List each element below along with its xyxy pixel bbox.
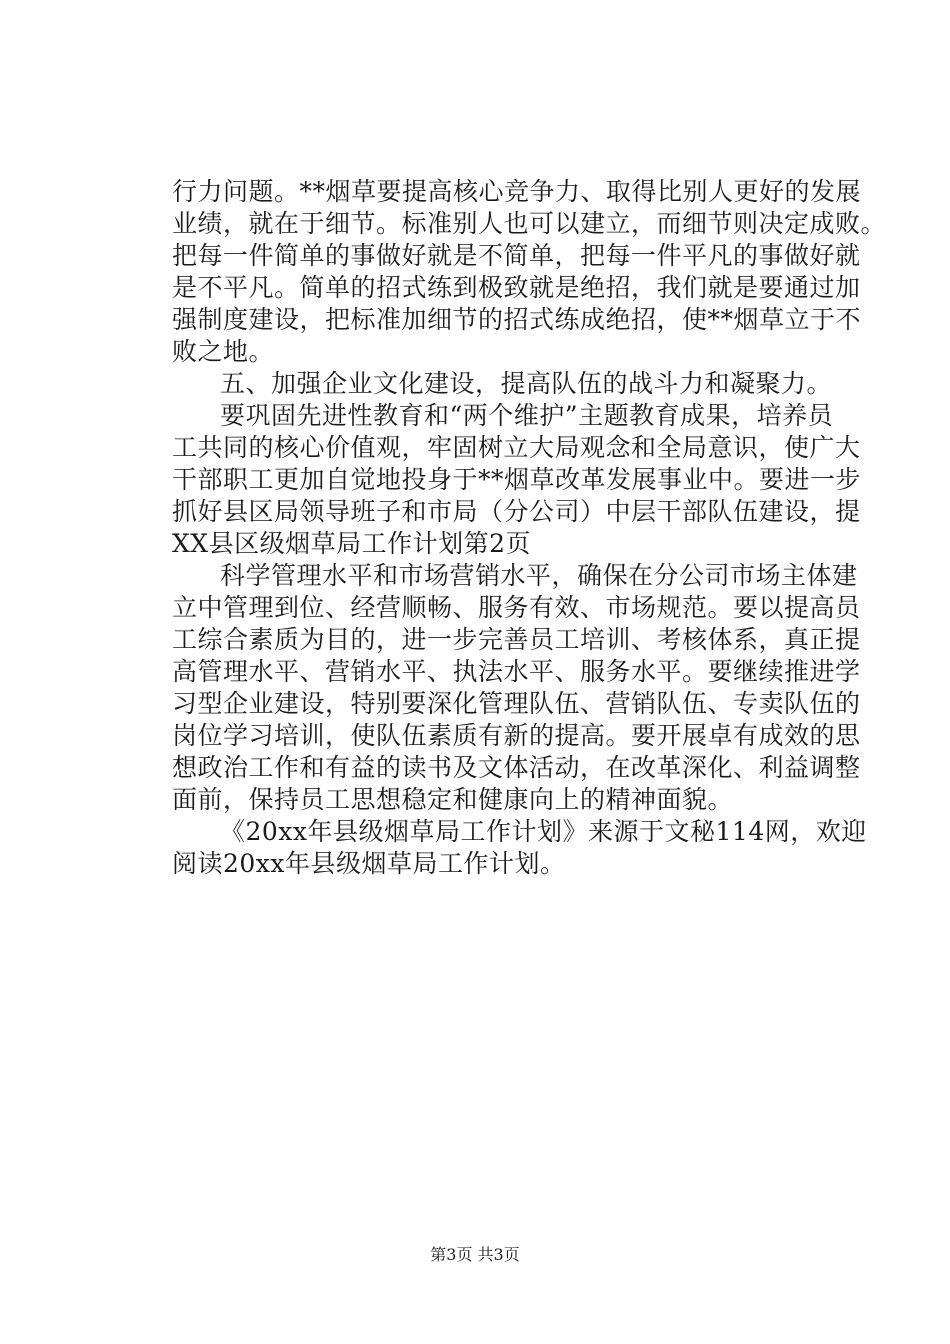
body-line: 阅读20xx年县级烟草局工作计划。 [172,849,566,878]
page-footer: 第3页 共3页 [430,1245,520,1264]
body-line: 是不平凡。简单的招式练到极致就是绝招，我们就是要通过加 [172,273,861,302]
body-line: 习型企业建设，特别要深化管理队伍、营销队伍、专卖队伍的 [172,689,861,718]
body-line: 面前，保持员工思想稳定和健康向上的精神面貌。 [172,785,734,814]
body-line: 败之地。 [172,337,275,366]
body-line: 想政治工作和有益的读书及文体活动，在改革深化、利益调整 [172,753,861,782]
body-line: 抓好县区局领导班子和市局（分公司）中层干部队伍建设，提 [172,497,861,526]
body-line: 科学管理水平和市场营销水平，确保在分公司市场主体建 [220,561,858,590]
body-line: 岗位学习培训，使队伍素质有新的提高。要开展卓有成效的思 [172,721,861,750]
body-line: 工综合素质为目的，进一步完善员工培训、考核体系，真正提 [172,625,861,654]
document-body [172,176,887,880]
body-line: 行力问题。**烟草要提高核心竞争力、取得比别人更好的发展 [172,177,862,206]
body-line: XX县区级烟草局工作计划第2页 [172,529,532,558]
body-line: 干部职工更加自觉地投身于**烟草改革发展事业中。要进一步 [172,465,862,494]
body-line: 《20xx年县级烟草局工作计划》来源于文秘114网，欢迎 [220,817,867,846]
body-line: 业绩，就在于细节。标准别人也可以建立，而细节则决定成败。 [172,209,887,238]
body-line: 立中管理到位、经营顺畅、服务有效、市场规范。要以提高员 [172,593,861,622]
body-line: 强制度建设，把标准加细节的招式练成绝招，使**烟草立于不 [172,305,862,334]
body-line: 五、加强企业文化建设，提高队伍的战斗力和凝聚力。 [220,369,833,398]
body-line: 工共同的核心价值观，牢固树立大局观念和全局意识，使广大 [172,433,861,462]
body-line: 要巩固先进性教育和“两个维护”主题教育成果，培养员 [220,401,834,430]
body-line: 高管理水平、营销水平、执法水平、服务水平。要继续推进学 [172,657,861,686]
body-line: 把每一件简单的事做好就是不简单，把每一件平凡的事做好就 [172,241,861,270]
